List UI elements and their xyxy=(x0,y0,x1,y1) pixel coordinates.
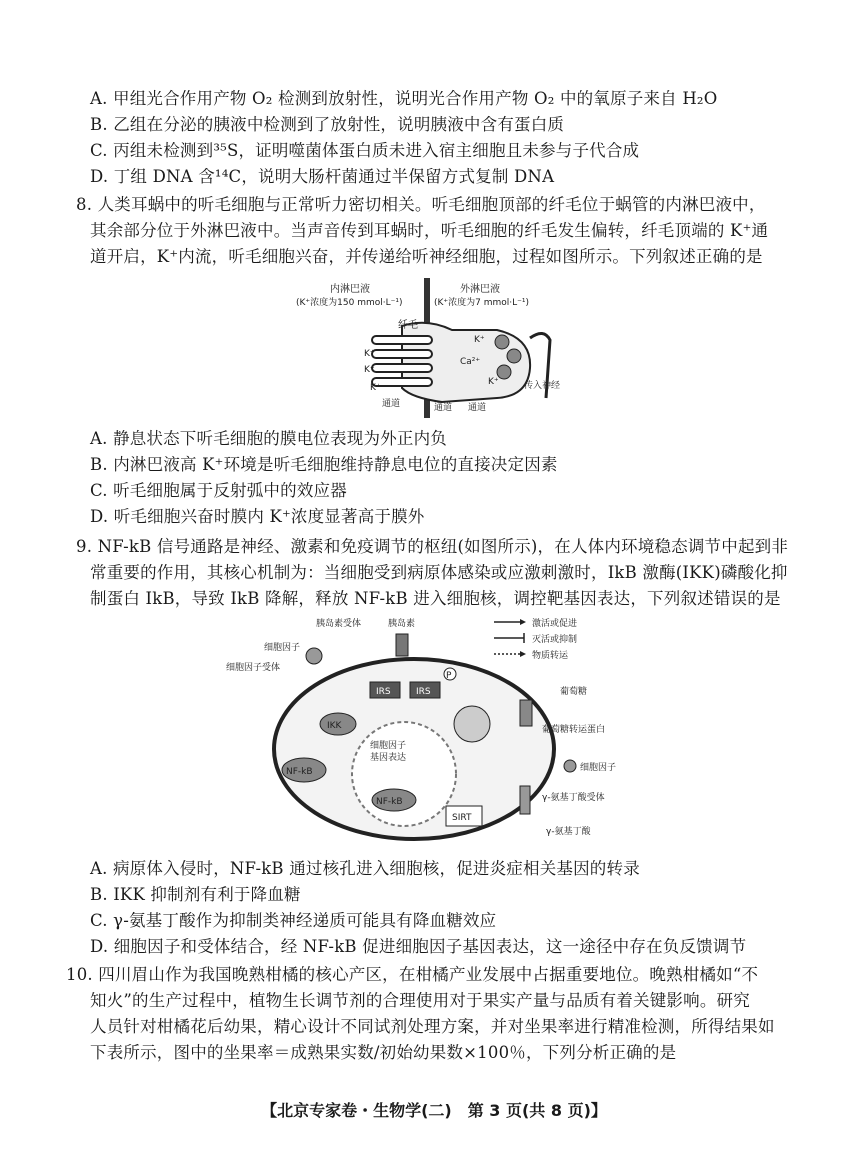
insulin-receptor xyxy=(396,634,408,656)
q8-stem-line1: 8. 人类耳蜗中的听毛细胞与正常听力密切相关。听毛细胞顶部的纤毛位于蜗管的内淋巴液中， xyxy=(76,195,766,214)
cilium-2 xyxy=(372,350,432,358)
hair-cell-figure xyxy=(292,278,562,418)
q10-stem-line2: 知火”的生产过程中，植物生长调节剂的合理使用对于果实产量与品质有着关键影响。研究 xyxy=(90,991,750,1010)
fig9-sirt-label: SIRT xyxy=(452,813,472,823)
q7-option-b: B. 乙组在分泌的胰液中检测到了放射性，说明胰液中含有蛋白质 xyxy=(90,115,565,134)
fig8-left-conc: (K⁺浓度为150 mmol·L⁻¹) xyxy=(296,298,403,308)
fig9-glucose-label: 葡萄糖 xyxy=(560,687,588,697)
fig8-channel-label-1: 通道 xyxy=(382,399,401,409)
cilium-4 xyxy=(372,378,432,386)
cytokine-right-dot xyxy=(564,760,576,772)
q8-option-d: D. 听毛细胞兴奋时膜内 K⁺浓度显著高于膜外 xyxy=(90,507,425,526)
vesicle-3 xyxy=(497,365,511,379)
q7-option-d: D. 丁组 DNA 含¹⁴C，说明大肠杆菌通过半保留方式复制 DNA xyxy=(90,167,555,186)
fig8-ca-label: Ca²⁺ xyxy=(460,357,481,367)
q10-stem-line3: 人员针对柑橘花后幼果，精心设计不同试剂处理方案，并对坐果率进行精准检测，所得结果如 xyxy=(90,1017,775,1036)
q8-option-a: A. 静息状态下听毛细胞的膜电位表现为外正内负 xyxy=(90,429,448,448)
q9-option-b: B. IKK 抑制剂有利于降血糖 xyxy=(90,885,301,904)
fig9-insulin-receptor-label: 胰岛素受体 xyxy=(316,619,362,629)
glucose-transporter xyxy=(520,700,532,726)
fig8-right-conc: (K⁺浓度为7 mmol·L⁻¹) xyxy=(434,298,530,308)
q10-stem-line1: 10. 四川眉山作为我国晚熟柑橘的核心产区，在柑橘产业发展中占据重要地位。晚熟柑橘如“不 xyxy=(66,965,759,984)
q7-option-c: C. 丙组未检测到³⁵S，证明噬菌体蛋白质未进入宿主细胞且未参与子代合成 xyxy=(90,141,640,160)
fig8-channel-label-3: 通道 xyxy=(468,403,487,413)
vesicle-1 xyxy=(495,335,509,349)
fig8-cilia-label: 纤毛 xyxy=(398,320,418,331)
q7-option-a: A. 甲组光合作用产物 O₂ 检测到放射性，说明光合作用产物 O₂ 中的氧原子来自 H₂O xyxy=(90,89,718,108)
page-footer: 【北京专家卷・生物学(二) 第 3 页(共 8 页)】 xyxy=(261,1101,607,1120)
fig9-ikk-label: IKK xyxy=(327,721,342,731)
fig9-cytokine-receptor-label: 细胞因子受体 xyxy=(226,663,281,673)
fig8-channel-label-2: 通道 xyxy=(434,403,453,413)
q9-option-a: A. 病原体入侵时，NF-kB 通过核孔进入细胞核，促进炎症相关基因的转录 xyxy=(90,859,640,878)
legend-inhibit-label: 灭活或抑制 xyxy=(532,635,578,645)
legend-transport-label: 物质转运 xyxy=(532,651,569,661)
q10-stem-line4: 下表所示，图中的坐果率＝成熟果实数/初始幼果数×100％，下列分析正确的是 xyxy=(90,1043,677,1062)
fig9-gaba-label: γ-氨基丁酸 xyxy=(546,827,591,837)
q9-stem-line3: 制蛋白 IkB，导致 IkB 降解，释放 NF-kB 进入细胞核，调控靶基因表达，下列叙述错误的是 xyxy=(90,589,781,608)
fig9-insulin-label: 胰岛素 xyxy=(388,619,416,629)
fig9-cytokine-label: 细胞因子 xyxy=(264,643,301,653)
fig8-right-title: 外淋巴液 xyxy=(460,284,500,295)
fig9-nfkb-label-2: NF-kB xyxy=(376,797,403,807)
vesicle-2 xyxy=(507,349,521,363)
cilium-3 xyxy=(372,364,432,372)
fig9-glut-label: 葡萄糖转运蛋白 xyxy=(542,725,606,735)
fig8-left-title: 内淋巴液 xyxy=(330,284,370,295)
q8-option-b: B. 内淋巴液高 K⁺环境是听毛细胞维持静息电位的直接决定因素 xyxy=(90,455,558,474)
fig8-nerve-label: 传入神经 xyxy=(524,381,561,391)
fig8-k-label-4: K⁺ xyxy=(474,335,485,345)
q9-stem-line2: 常重要的作用，其核心机制为：当细胞受到病原体感染或应激刺激时，IkB 激酶(IKK)磷酸化抑 xyxy=(90,563,788,582)
q8-option-c: C. 听毛细胞属于反射弧中的效应器 xyxy=(90,481,347,500)
legend-activate-label: 激活或促进 xyxy=(532,619,578,629)
fig8-k-label-2: K⁺ xyxy=(364,365,375,375)
q9-option-c: C. γ-氨基丁酸作为抑制类神经递质可能具有降血糖效应 xyxy=(90,911,497,930)
fig8-k-label-3: K⁺ xyxy=(370,383,381,393)
fig8-k-label-5: K⁺ xyxy=(488,377,499,387)
q9-stem-line1: 9. NF-kB 信号通路是神经、激素和免疫调节的枢纽(如图所示)，在人体内环境稳态调节中起到非 xyxy=(76,537,789,556)
fig9-irs-label-1: IRS xyxy=(376,687,391,697)
fig9-gene-expr-label-2: 基因表达 xyxy=(370,753,407,763)
fig9-irs-label-2: IRS xyxy=(416,687,431,697)
fig9-nfkb-label-1: NF-kB xyxy=(286,767,313,777)
cilium-1 xyxy=(372,336,432,344)
q8-stem-line3: 道开启，K⁺内流，听毛细胞兴奋，并传递给听神经细胞，过程如图所示。下列叙述正确的是 xyxy=(90,247,763,266)
fig9-gaba-receptor-label: γ-氨基丁酸受体 xyxy=(542,793,605,803)
fig9-cytokine-right-label: 细胞因子 xyxy=(580,763,617,773)
cytokine-ligand xyxy=(306,648,322,664)
glucose-vesicle xyxy=(454,706,490,742)
fig9-gene-expr-label-1: 细胞因子 xyxy=(370,741,407,751)
fig9-p-label: P xyxy=(446,671,452,681)
q8-stem-line2: 其余部分位于外淋巴液中。当声音传到耳蜗时，听毛细胞的纤毛发生偏转，纤毛顶端的 K⁺通 xyxy=(90,221,769,240)
fig8-k-label-1: K⁺ xyxy=(364,349,375,359)
nucleus xyxy=(352,722,456,826)
q9-option-d: D. 细胞因子和受体结合，经 NF-kB 促进细胞因子基因表达，这一途径中存在负反馈调节 xyxy=(90,937,747,956)
legend-transport-arrow xyxy=(520,651,526,657)
gaba-receptor xyxy=(520,786,530,814)
legend-activate-arrow xyxy=(520,619,526,625)
nfkb-pathway-figure xyxy=(224,614,684,846)
